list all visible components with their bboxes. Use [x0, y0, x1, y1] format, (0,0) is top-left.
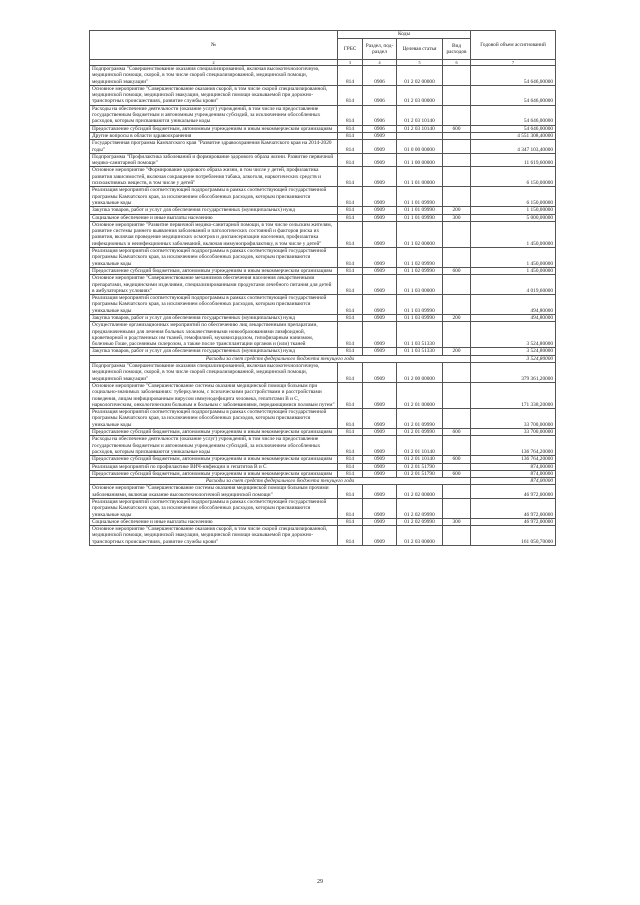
row-description: Реализация мероприятий соответствующей подпрограммы в рамках соответствующей государственной программы Камчатского края, за исключением обособленных расходов, которым присваиваются уникальные коды: [90, 409, 338, 429]
row-razdel: 0909: [363, 382, 397, 408]
row-grbs: 814: [338, 187, 363, 207]
note-sum: 3 524,80000: [471, 355, 556, 362]
row-description: Основное мероприятие "Совершенствование системы оказания медицинской помощи больным прочими заболеваниями, включая оказание высокотехнологичной медицинской помощи": [90, 485, 338, 499]
row-sum: 136 764,20000: [471, 436, 556, 456]
row-sum: 4 019,60000: [471, 275, 556, 295]
row-target-article: 01 1 02 09990: [397, 248, 443, 268]
row-grbs: 814: [338, 221, 363, 247]
row-razdel: 0909: [363, 207, 397, 214]
row-description: Основное мероприятие "Совершенствование механизмов обеспечения населения лекарственными препаратами, медицинскими изделиями, специализированными продуктами лечебного питания для детей в амбулаторных условиях": [90, 275, 338, 295]
row-description: Реализация мероприятий соответствующей подпрограммы в рамках соответствующей государственной программы Камчатского края, за исключением обособленных расходов, которым присваиваются уникальные коды: [90, 295, 338, 315]
row-expense-type: [443, 382, 471, 408]
row-target-article: 01 2 03 00000: [397, 85, 443, 105]
row-razdel: 0909: [363, 167, 397, 187]
table-row: [90, 322, 556, 348]
row-expense-type: [443, 526, 471, 546]
row-expense-type: [443, 105, 471, 125]
row-expense-type: [443, 499, 471, 519]
row-sum: 6 150,00000: [471, 187, 556, 207]
row-sum: 1 450,00000: [471, 221, 556, 247]
table-row: [90, 463, 556, 470]
row-description: Реализация мероприятий соответствующей подпрограммы в рамках соответствующей государственной программы Камчатского края, за исключением обособленных расходов, которым присваиваются уникальные коды: [90, 248, 338, 268]
row-target-article: 01 2 01 51790: [397, 463, 443, 470]
row-razdel: 0909: [363, 214, 397, 221]
row-razdel: 0909: [363, 132, 397, 139]
column-number: 3: [338, 60, 363, 66]
row-expense-type: [443, 140, 471, 154]
row-expense-type: [443, 363, 471, 383]
row-expense-type: 200: [443, 207, 471, 214]
row-sum: 1 150,00000: [471, 207, 556, 214]
row-grbs: 814: [338, 105, 363, 125]
row-target-article: [397, 132, 443, 139]
row-razdel: 0909: [363, 295, 397, 315]
row-target-article: 01 2 00 00000: [397, 363, 443, 383]
row-sum: 1 450,00000: [471, 267, 556, 274]
row-razdel: 0909: [363, 518, 397, 525]
row-grbs: 814: [338, 348, 363, 355]
row-expense-type: [443, 153, 471, 167]
row-target-article: 01 2 02 00000: [397, 485, 443, 499]
row-sum: 54 646,00000: [471, 66, 556, 86]
row-razdel: 0909: [363, 314, 397, 321]
note-sum: 874,00000: [471, 478, 556, 485]
row-sum: 874,00000: [471, 463, 556, 470]
column-number: 2: [90, 60, 338, 66]
table-row: [90, 248, 556, 268]
row-sum: 33 700,00000: [471, 429, 556, 436]
table-row: [90, 66, 556, 86]
row-target-article: 01 1 01 09990: [397, 187, 443, 207]
table-row: [90, 221, 556, 247]
header-expense-type: Вид расходов: [443, 39, 471, 60]
row-target-article: 01 2 02 09990: [397, 518, 443, 525]
row-expense-type: [443, 409, 471, 429]
row-grbs: 814: [338, 153, 363, 167]
row-razdel: 0909: [363, 187, 397, 207]
row-description: Предоставление субсидий бюджетным, автономным учреждениям и иным некоммерческим организациям: [90, 267, 338, 274]
row-expense-type: 600: [443, 429, 471, 436]
row-description: Предоставление субсидий бюджетным, автономным учреждениям и иным некоммерческим организациям: [90, 429, 338, 436]
table-row: [90, 526, 556, 546]
row-description: Реализация мероприятий соответствующей подпрограммы в рамках соответствующей государственной программы Камчатского края, за исключением обособленных расходов, которым присваиваются уникальные коды: [90, 499, 338, 519]
row-razdel: 0909: [363, 363, 397, 383]
table-row: [90, 214, 556, 221]
row-target-article: 01 2 03 10140: [397, 105, 443, 125]
row-sum: 161 050,70000: [471, 526, 556, 546]
row-target-article: 01 1 02 09990: [397, 267, 443, 274]
row-expense-type: 200: [443, 348, 471, 355]
row-description: Основное мероприятие "Совершенствование системы оказания медицинской помощи больным при социально-значимых заболеваниях: туберкулезом, с психическими расстройствами и расстройствами поведения, лицам инфицированным вирусом иммунодефицита человека, гепатитами В и С, наркологическим, онкологическим больным и больным с заболеваниями, передающимися половым путем": [90, 382, 338, 408]
table-row: [90, 518, 556, 525]
row-description: Подпрограмма "Профилактика заболеваний и формирование здорового образа жизни. Развитие первичной медико-санитарной помощи": [90, 153, 338, 167]
row-expense-type: [443, 221, 471, 247]
row-target-article: 01 2 02 00000: [397, 66, 443, 86]
row-expense-type: 600: [443, 470, 471, 477]
row-sum: 5 000,00000: [471, 214, 556, 221]
column-number: 5: [397, 60, 443, 66]
row-sum: 379 361,20000: [471, 363, 556, 383]
row-expense-type: [443, 322, 471, 348]
table-note-row: [90, 355, 556, 362]
row-sum: 33 700,00000: [471, 409, 556, 429]
table-row: [90, 275, 556, 295]
row-description: Основное мероприятие "Развитие первичной медико-санитарной помощи, в том числе сельским жителям, развитие системы раннего выявления заболеваний и патологических состояний и факторов риска их развития, включая проведение медицинских осмотров и диспансеризации населения, профилактика инфекционных и неинфекционных заболеваний, включая иммунопрофилактику, в том числе у детей": [90, 221, 338, 247]
row-razdel: 0909: [363, 409, 397, 429]
page-number: 29: [317, 879, 323, 885]
row-description: Расходы на обеспечение деятельности (оказание услуг) учреждений, в том числе на предоставление государственным бюджетным и автономным учреждениям субсидий, за исключением обособленных расходов, которым присваиваются уникальные коды: [90, 436, 338, 456]
row-expense-type: [443, 167, 471, 187]
row-grbs: 814: [338, 456, 363, 463]
row-expense-type: [443, 132, 471, 139]
row-sum: 1 450,00000: [471, 248, 556, 268]
row-grbs: 814: [338, 275, 363, 295]
row-grbs: 814: [338, 382, 363, 408]
row-sum: 136 764,20000: [471, 456, 556, 463]
row-razdel: 0909: [363, 429, 397, 436]
table-row: [90, 456, 556, 463]
row-sum: 494,80000: [471, 314, 556, 321]
row-sum: 3 524,80000: [471, 322, 556, 348]
row-sum: 54 646,00000: [471, 105, 556, 125]
row-target-article: 01 2 01 10140: [397, 436, 443, 456]
row-target-article: 01 2 01 10140: [397, 456, 443, 463]
row-sum: 54 646,00000: [471, 85, 556, 105]
row-expense-type: 600: [443, 125, 471, 132]
note-text: Расходы за счет средств федерального бюджета текущего года: [90, 355, 471, 362]
row-razdel: 0909: [363, 470, 397, 477]
table-row: [90, 436, 556, 456]
row-description: Основное мероприятие "Формирование здорового образа жизни, в том числе у детей, профилактика развития зависимостей, включая сокращение потребления табака, алкоголя, наркотических средств и психоактивных веществ, в том числе у детей": [90, 167, 338, 187]
row-expense-type: 300: [443, 214, 471, 221]
table-row: [90, 187, 556, 207]
row-expense-type: [443, 275, 471, 295]
row-description: Социальное обеспечение и иные выплаты населению: [90, 214, 338, 221]
row-sum: 11 619,60000: [471, 153, 556, 167]
row-razdel: 0909: [363, 221, 397, 247]
row-sum: 3 524,80000: [471, 348, 556, 355]
row-description: Реализация мероприятий по профилактике ВИЧ-инфекции и гепатитов В и С: [90, 463, 338, 470]
row-grbs: 814: [338, 429, 363, 436]
row-target-article: 01 2 03 10140: [397, 125, 443, 132]
table-row: [90, 485, 556, 499]
row-grbs: 814: [338, 518, 363, 525]
table-row: [90, 314, 556, 321]
row-expense-type: 200: [443, 314, 471, 321]
row-expense-type: [443, 187, 471, 207]
row-grbs: 814: [338, 499, 363, 519]
row-target-article: 01 1 01 09990: [397, 207, 443, 214]
row-target-article: 01 1 03 51330: [397, 348, 443, 355]
row-target-article: 01 2 01 09990: [397, 409, 443, 429]
row-grbs: 814: [338, 526, 363, 546]
row-expense-type: 600: [443, 456, 471, 463]
row-grbs: 814: [338, 295, 363, 315]
row-target-article: 01 1 03 09990: [397, 295, 443, 315]
row-description: Закупка товаров, работ и услуг для обеспечения государственных (муниципальных) нужд: [90, 314, 338, 321]
row-expense-type: [443, 485, 471, 499]
row-target-article: 01 2 03 00000: [397, 526, 443, 546]
table-row: [90, 153, 556, 167]
row-target-article: 01 1 01 00000: [397, 167, 443, 187]
row-target-article: 01 1 00 00000: [397, 153, 443, 167]
table-note-row: [90, 478, 556, 485]
row-grbs: 814: [338, 470, 363, 477]
row-description: Предоставление субсидий бюджетным, автономным учреждениям и иным некоммерческим организациям: [90, 125, 338, 132]
row-grbs: 814: [338, 436, 363, 456]
row-razdel: 0906: [363, 85, 397, 105]
row-razdel: 0909: [363, 526, 397, 546]
header-num: №: [90, 31, 338, 60]
row-sum: 46 972,00000: [471, 499, 556, 519]
note-text: Расходы за счет средств федерального бюджета текущего года: [90, 478, 471, 485]
header-row-1: [90, 31, 556, 39]
row-target-article: 01 2 01 09990: [397, 429, 443, 436]
row-razdel: 0909: [363, 485, 397, 499]
row-razdel: 0906: [363, 125, 397, 132]
row-grbs: 814: [338, 214, 363, 221]
row-grbs: 814: [338, 248, 363, 268]
column-number: 6: [443, 60, 471, 66]
row-target-article: 01 1 03 09990: [397, 314, 443, 321]
row-sum: 46 972,00000: [471, 485, 556, 499]
row-razdel: 0909: [363, 456, 397, 463]
row-description: Закупка товаров, работ и услуг для обеспечения государственных (муниципальных) нужд: [90, 348, 338, 355]
row-target-article: 01 2 02 09990: [397, 499, 443, 519]
row-grbs: 814: [338, 207, 363, 214]
row-description: Закупка товаров, работ и услуг для обеспечения государственных (муниципальных) нужд: [90, 207, 338, 214]
row-expense-type: [443, 66, 471, 86]
row-expense-type: [443, 436, 471, 456]
row-description: Основное мероприятие "Совершенствование оказания скорой, в том числе скорой специализированной, медицинской помощи, медицинской эвакуации, медицинской помощи оказываемой при дорожно-транспортных происшествиях, развитие службы крови": [90, 85, 338, 105]
row-razdel: 0909: [363, 275, 397, 295]
row-expense-type: [443, 85, 471, 105]
row-expense-type: 300: [443, 518, 471, 525]
row-target-article: 01 1 03 51330: [397, 322, 443, 348]
budget-table: [89, 30, 556, 546]
row-sum: 46 972,00000: [471, 518, 556, 525]
row-target-article: 01 1 02 00000: [397, 221, 443, 247]
column-number: 4: [363, 60, 397, 66]
table-row: [90, 382, 556, 408]
row-sum: 874,00000: [471, 470, 556, 477]
row-description: Социальное обеспечение и иные выплаты населению: [90, 518, 338, 525]
row-grbs: 814: [338, 485, 363, 499]
column-number: 7: [471, 60, 556, 66]
row-razdel: 0909: [363, 499, 397, 519]
row-grbs: 814: [338, 132, 363, 139]
table-row: [90, 132, 556, 139]
table-row: [90, 207, 556, 214]
table-row: [90, 267, 556, 274]
row-sum: 171 338,20000: [471, 382, 556, 408]
table-row: [90, 167, 556, 187]
row-grbs: 814: [338, 363, 363, 383]
row-grbs: 814: [338, 314, 363, 321]
header-razdel: Раздел, под-раздел: [363, 39, 397, 60]
row-expense-type: 600: [443, 267, 471, 274]
table-row: [90, 140, 556, 154]
row-grbs: 814: [338, 409, 363, 429]
table-row: [90, 85, 556, 105]
table-row: [90, 125, 556, 132]
row-sum: 4 347 103,40000: [471, 140, 556, 154]
budget-table-container: [89, 30, 555, 546]
table-row: [90, 470, 556, 477]
table-body: [90, 66, 556, 546]
row-expense-type: [443, 295, 471, 315]
table-row: [90, 105, 556, 125]
row-target-article: 01 1 03 00000: [397, 275, 443, 295]
row-razdel: 0909: [363, 463, 397, 470]
row-description: Предоставление субсидий бюджетным, автономным учреждениям и иным некоммерческим организациям: [90, 470, 338, 477]
row-description: Подпрограмма "Совершенствование оказания специализированной, включая высокотехнологичную, медицинской помощи, скорой, в том числе скорой специализированной, медицинской помощи, медицинской эвакуации": [90, 66, 338, 86]
row-target-article: 01 1 01 09990: [397, 214, 443, 221]
table-row: [90, 429, 556, 436]
row-razdel: 0909: [363, 436, 397, 456]
header-annual-volume: Годовой объем ассигнований: [471, 31, 556, 60]
row-grbs: 814: [338, 66, 363, 86]
row-description: Расходы на обеспечение деятельности (оказание услуг) учреждений, в том числе на предоставление государственным бюджетным и автономным учреждениям субсидий, за исключением обособленных расходов, которым присваиваются уникальные коды: [90, 105, 338, 125]
row-razdel: 0909: [363, 140, 397, 154]
row-description: Государственная программа Камчатского края "Развитие здравоохранения Камчатского края на 2014-2020 годы": [90, 140, 338, 154]
table-row: [90, 409, 556, 429]
header-codes: Коды: [338, 31, 471, 39]
row-description: Подпрограмма "Совершенствование оказания специализированной, включая высокотехнологичную, медицинской помощи, скорой, в том числе скорой специализированной, медицинской помощи, медицинской эвакуации": [90, 363, 338, 383]
row-razdel: 0909: [363, 322, 397, 348]
row-razdel: 0909: [363, 248, 397, 268]
row-description: Основное мероприятие "Совершенствование оказания скорой, в том числе скорой специализированной, медицинской помощи, медицинской эвакуации, медицинской помощи оказываемой при дорожно-транспортных происшествиях, развитие службы крови": [90, 526, 338, 546]
table-row: [90, 295, 556, 315]
row-target-article: 01 0 00 00000: [397, 140, 443, 154]
row-grbs: 814: [338, 267, 363, 274]
row-grbs: 814: [338, 322, 363, 348]
row-description: Другие вопросы в области здравоохранения: [90, 132, 338, 139]
row-razdel: 0906: [363, 105, 397, 125]
row-razdel: 0906: [363, 66, 397, 86]
row-razdel: 0909: [363, 153, 397, 167]
row-description: Осуществление организационных мероприятий по обеспечению лиц лекарственными препаратами, предназначенными для лечения больных злокачественными новообразованиями лимфоидной, кроветворной и родственных им тканей, гемофилией, муковисцидозом, гипофизарным нанизмом, болезнью Гоше, рассеянным склерозом, а также после трансплантации органов и (или) тканей: [90, 322, 338, 348]
header-grbs: ГРБС: [338, 39, 363, 60]
row-expense-type: [443, 463, 471, 470]
row-sum: 494,80000: [471, 295, 556, 315]
row-description: Реализация мероприятий соответствующей подпрограммы в рамках соответствующей государственной программы Камчатского края, за исключением обособленных расходов, которым присваиваются уникальные коды: [90, 187, 338, 207]
row-target-article: 01 2 01 51790: [397, 470, 443, 477]
table-row: [90, 499, 556, 519]
row-grbs: 814: [338, 85, 363, 105]
row-sum: 54 646,00000: [471, 125, 556, 132]
row-expense-type: [443, 248, 471, 268]
row-grbs: 814: [338, 167, 363, 187]
row-razdel: 0909: [363, 267, 397, 274]
row-target-article: 01 2 01 00000: [397, 382, 443, 408]
header-target-article: Целевая статья: [397, 39, 443, 60]
row-description: Предоставление субсидий бюджетным, автономным учреждениям и иным некоммерческим организациям: [90, 456, 338, 463]
row-grbs: 814: [338, 125, 363, 132]
row-razdel: 0909: [363, 348, 397, 355]
row-grbs: 814: [338, 463, 363, 470]
row-grbs: 814: [338, 140, 363, 154]
row-sum: 6 150,00000: [471, 167, 556, 187]
table-row: [90, 348, 556, 355]
table-row: [90, 363, 556, 383]
row-sum: 4 551 308,40000: [471, 132, 556, 139]
